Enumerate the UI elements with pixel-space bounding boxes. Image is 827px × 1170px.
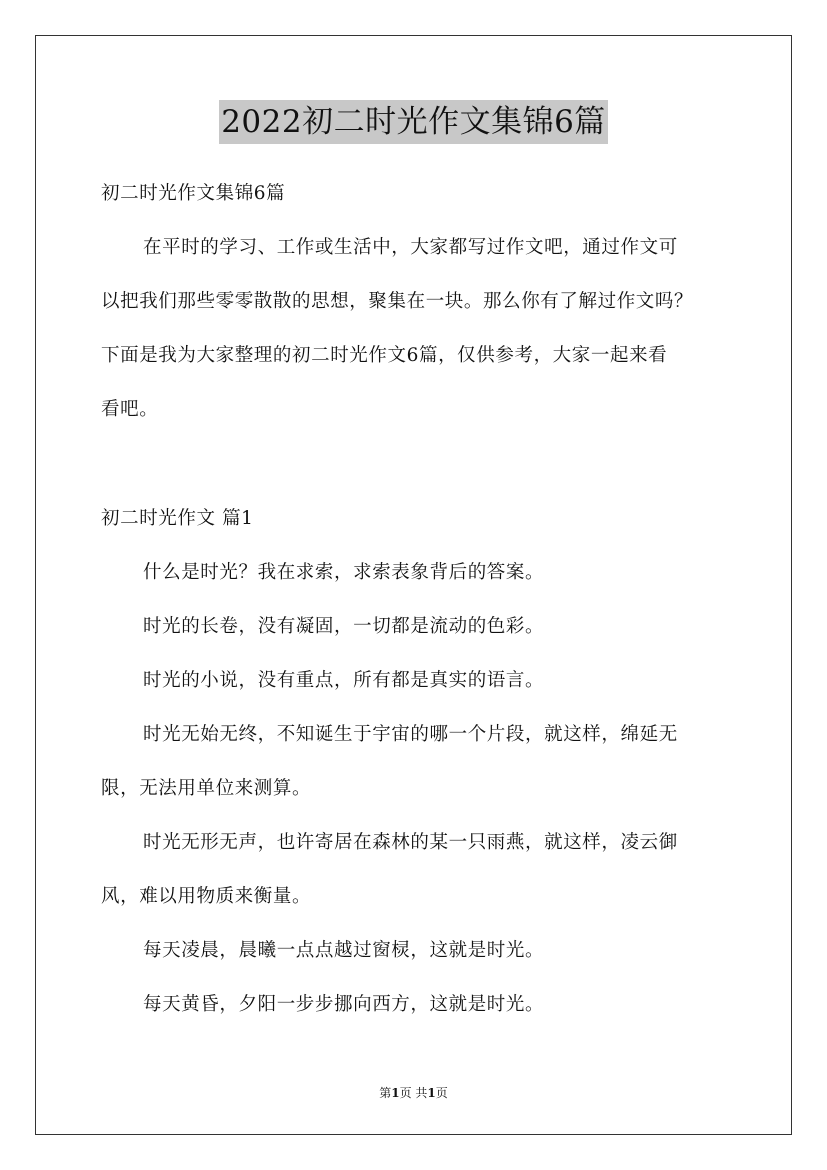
title-container <box>0 100 827 144</box>
body-line: 时光无形无声，也许寄居在森林的某一只雨燕，就这样，凌云御 <box>143 832 678 853</box>
body-line: 时光的小说，没有重点，所有都是真实的语言。 <box>143 670 545 691</box>
footer-suffix: 页 <box>435 1086 448 1100</box>
intro-line: 在平时的学习、工作或生活中，大家都写过作文吧，通过作文可 <box>143 237 678 258</box>
footer-page-current: 1 <box>391 1086 400 1100</box>
body-line: 每天黄昏，夕阳一步步挪向西方，这就是时光。 <box>143 994 545 1015</box>
body-line: 什么是时光？我在求索，求索表象背后的答案。 <box>143 562 545 583</box>
intro-line: 以把我们那些零零散散的思想，聚集在一块。那么你有了解过作文吗？ <box>101 291 694 312</box>
intro-line: 看吧。 <box>101 399 159 420</box>
body-line: 限，无法用单位来测算。 <box>101 778 312 799</box>
footer-page-total: 1 <box>427 1086 436 1100</box>
document-subtitle: 初二时光作文集锦6篇 <box>101 183 286 204</box>
body-line: 时光无始无终，不知诞生于宇宙的哪一个片段，就这样，绵延无 <box>143 724 678 745</box>
footer-prefix: 第 <box>379 1086 392 1100</box>
body-line: 风，难以用物质来衡量。 <box>101 886 312 907</box>
section-heading: 初二时光作文 篇1 <box>101 508 254 529</box>
intro-line: 下面是我为大家整理的初二时光作文6篇，仅供参考，大家一起来看 <box>101 345 668 366</box>
page-footer <box>0 1085 827 1101</box>
footer-mid: 页 共 <box>399 1086 428 1100</box>
body-line: 时光的长卷，没有凝固，一切都是流动的色彩。 <box>143 616 545 637</box>
body-line: 每天凌晨，晨曦一点点越过窗棂，这就是时光。 <box>143 940 545 961</box>
document-title: 2022初二时光作文集锦6篇 <box>219 100 608 144</box>
